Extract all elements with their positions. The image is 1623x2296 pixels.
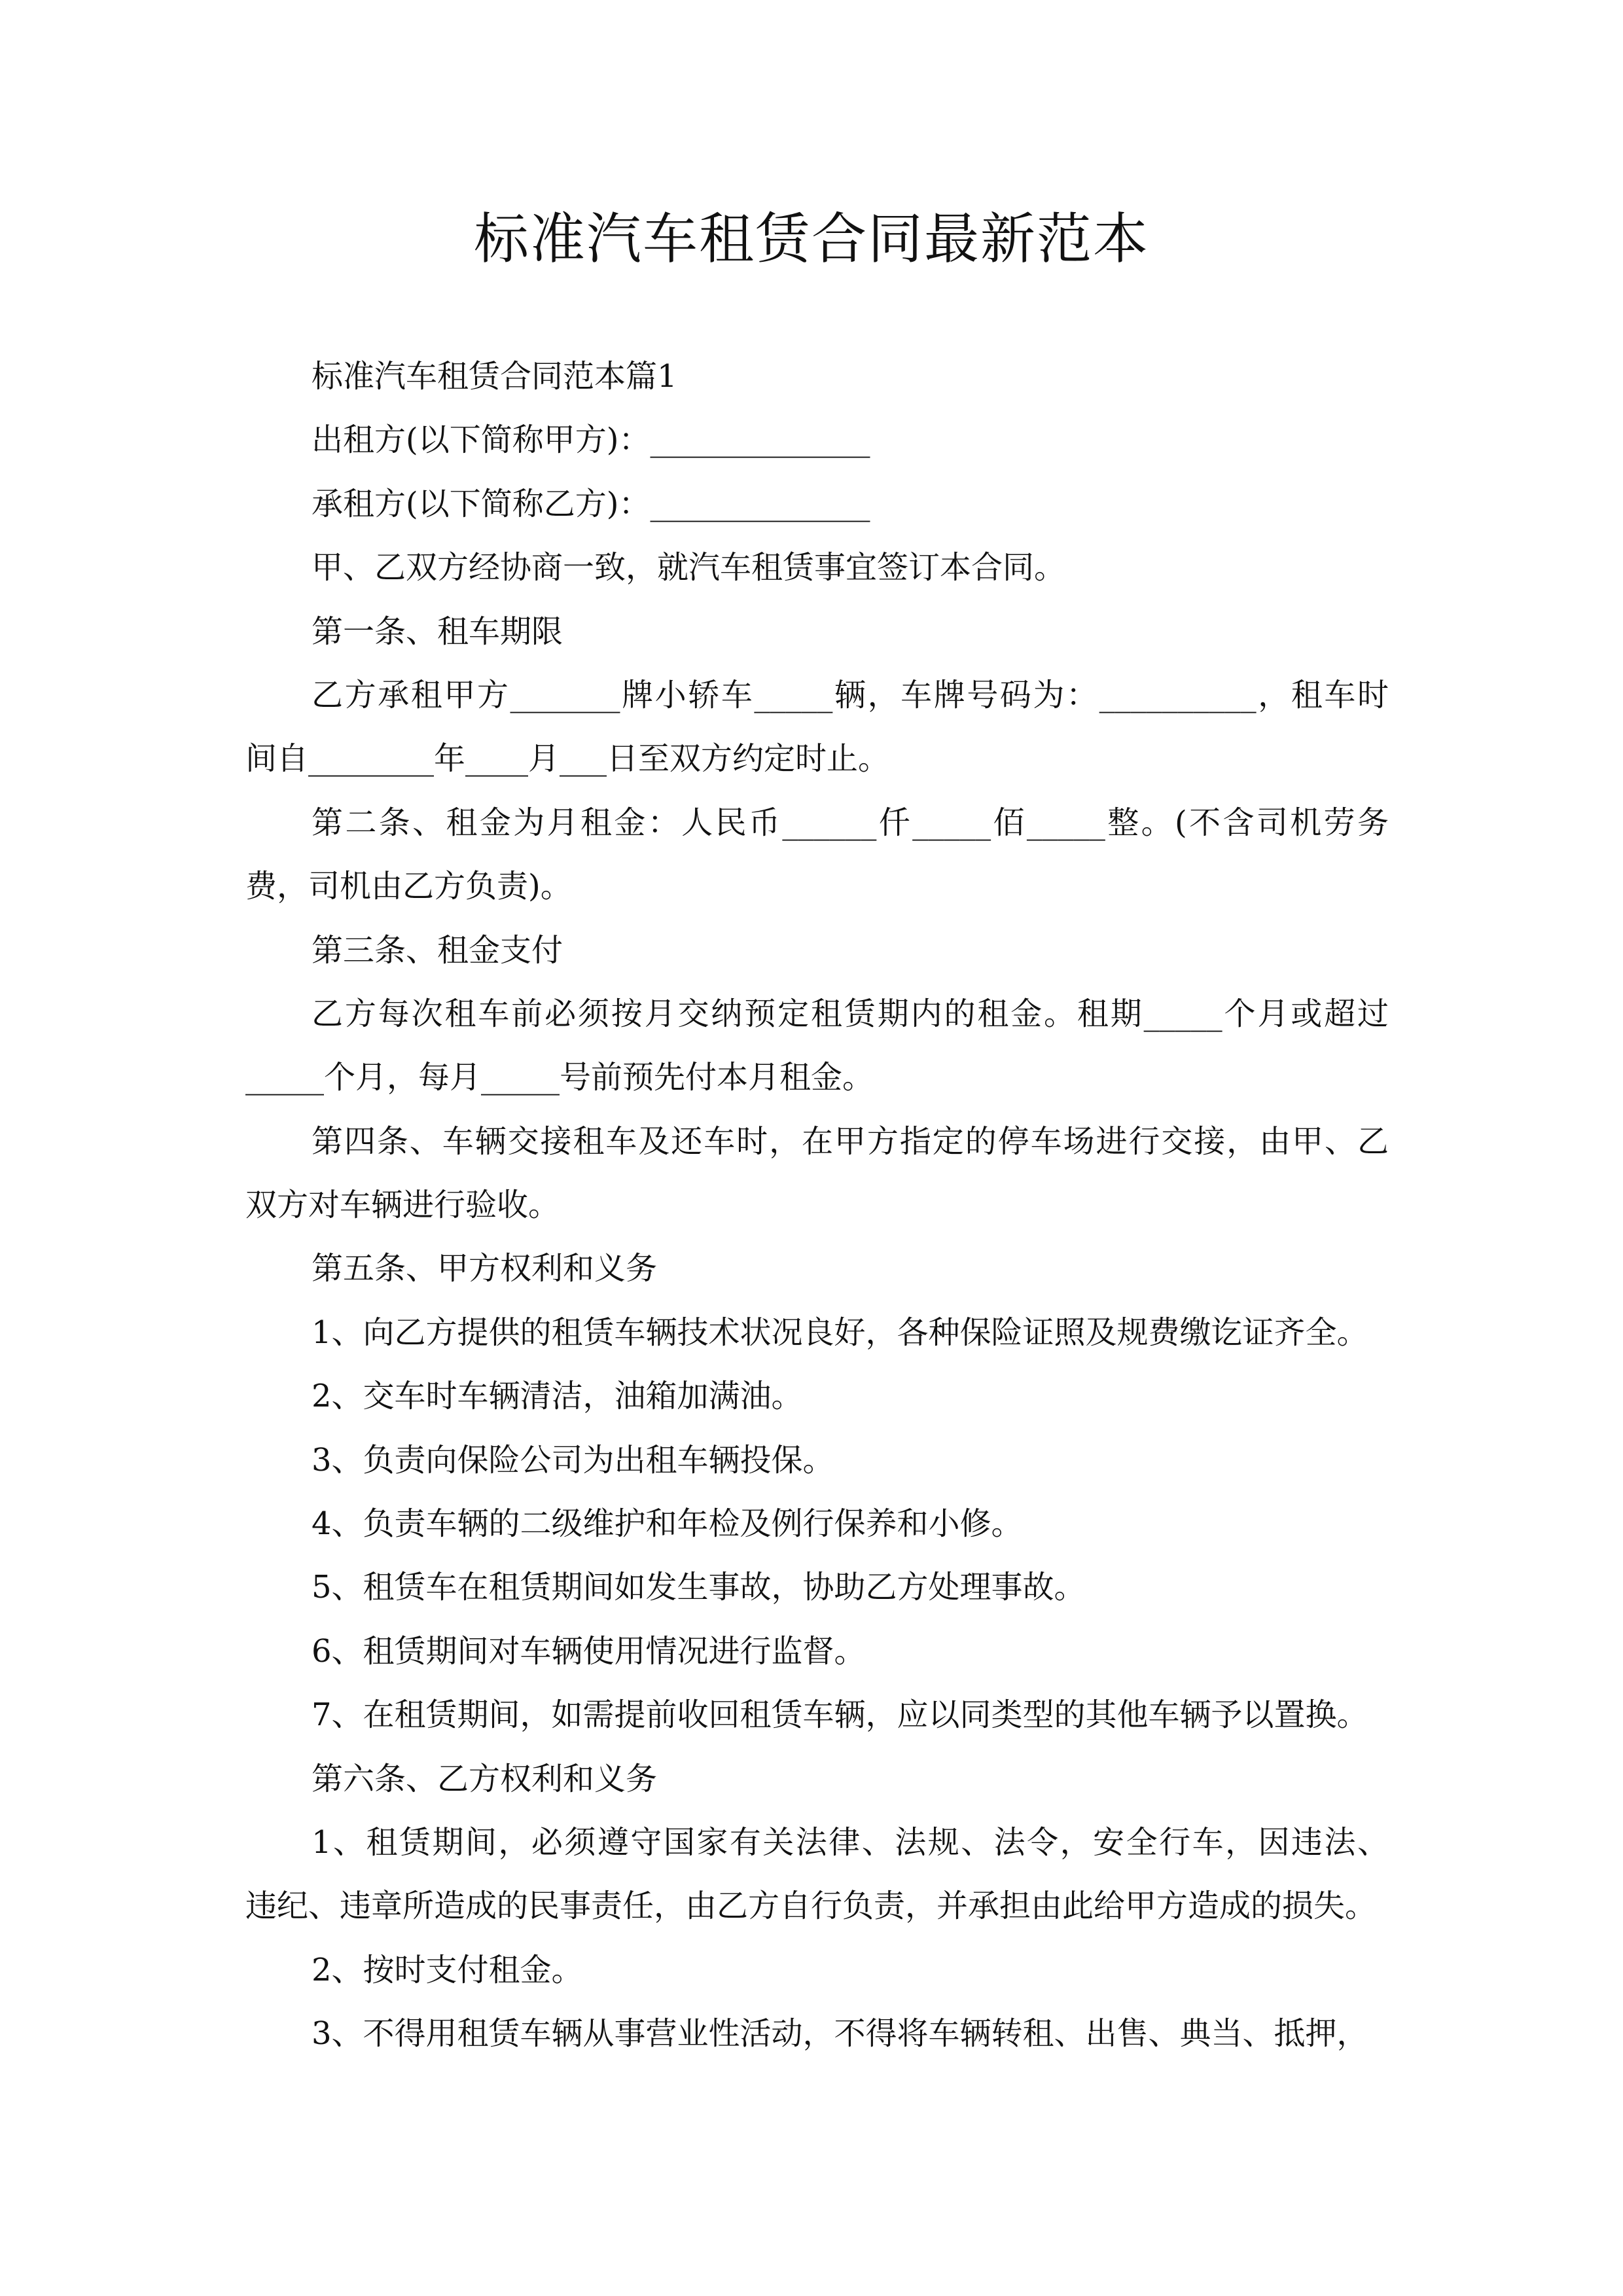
paragraph <box>245 1301 1389 1365</box>
paragraph-line: 3、负责向保险公司为出租车辆投保。 <box>312 1441 834 1479</box>
paragraph-line: 2、按时支付租金。 <box>312 1951 583 1988</box>
paragraph <box>245 664 1389 791</box>
paragraph-line: 第三条、租金支付 <box>312 931 563 969</box>
paragraph <box>245 1620 1389 1683</box>
paragraph-line: _____个月，每月_____号前预先付本月租金。 <box>245 1059 874 1096</box>
paragraph-line: 1、向乙方提供的租赁车辆技术状况良好，各种保险证照及规费缴讫证齐全。 <box>312 1314 1368 1351</box>
paragraph-line: 间自________年____月___日至双方约定时止。 <box>245 740 890 778</box>
paragraph <box>245 1811 1389 1939</box>
paragraph-line: 第五条、甲方权利和义务 <box>312 1250 658 1287</box>
paragraph-line: 标准汽车租赁合同范本篇1 <box>312 358 677 395</box>
paragraph <box>245 1237 1389 1300</box>
paragraph-line: 第六条、乙方权利和义务 <box>312 1760 658 1797</box>
paragraph-line: 甲、乙双方经协商一致，就汽车租赁事宜签订本合同。 <box>312 549 1066 586</box>
paragraph-line: 乙方承租甲方_______牌小轿车_____辆，车牌号码为：__________，租车时 <box>312 676 1389 713</box>
document-body <box>245 345 1389 2066</box>
paragraph <box>245 600 1389 664</box>
paragraph <box>245 919 1389 982</box>
paragraph-line: 费，司机由乙方负责)。 <box>245 868 572 905</box>
paragraph <box>245 982 1389 1110</box>
paragraph-line: 第二条、租金为月租金：人民币______仟_____佰_____整。(不含司机劳务 <box>312 804 1389 841</box>
paragraph-line: 双方对车辆进行验收。 <box>245 1187 560 1224</box>
document-title: 标准汽车租赁合同最新范本 <box>473 207 1149 271</box>
paragraph-line: 7、在租赁期间，如需提前收回租赁车辆，应以同类型的其他车辆予以置换。 <box>312 1696 1368 1734</box>
paragraph <box>245 1365 1389 1428</box>
paragraph <box>245 536 1389 600</box>
paragraph-line: 乙方每次租车前必须按月交纳预定租赁期内的租金。租期_____个月或超过 <box>312 995 1389 1032</box>
paragraph-line: 1、租赁期间，必须遵守国家有关法律、法规、法令，安全行车，因违法、 <box>312 1823 1389 1861</box>
paragraph-line: 4、负责车辆的二级维护和年检及例行保养和小修。 <box>312 1505 1023 1543</box>
paragraph <box>245 1683 1389 1747</box>
paragraph <box>245 345 1389 408</box>
paragraph-line: 3、不得用租赁车辆从事营业性活动，不得将车辆转租、出售、典当、抵押， <box>312 2015 1368 2053</box>
paragraph <box>245 408 1389 472</box>
paragraph <box>245 791 1389 919</box>
paragraph <box>245 1492 1389 1556</box>
paragraph-line: 5、租赁车在租赁期间如发生事故，协助乙方处理事故。 <box>312 1569 1086 1606</box>
paragraph-line: 承租方(以下简称乙方)：______________ <box>312 485 870 522</box>
paragraph-line: 6、租赁期间对车辆使用情况进行监督。 <box>312 1632 866 1670</box>
paragraph-line: 出租方(以下简称甲方)：______________ <box>312 422 870 459</box>
paragraph <box>245 1429 1389 1492</box>
paragraph <box>245 1556 1389 1619</box>
paragraph-line: 第一条、租车期限 <box>312 613 563 650</box>
paragraph-line: 2、交车时车辆清洁，油箱加满油。 <box>312 1378 803 1415</box>
paragraph <box>245 473 1389 536</box>
paragraph-line: 第四条、车辆交接租车及还车时，在甲方指定的停车场进行交接，由甲、乙 <box>312 1122 1389 1160</box>
paragraph <box>245 1748 1389 1811</box>
paragraph-line: 违纪、违章所造成的民事责任，由乙方自行负责，并承担由此给甲方造成的损失。 <box>245 1888 1377 1925</box>
paragraph <box>245 1939 1389 2002</box>
paragraph <box>245 1110 1389 1238</box>
paragraph <box>245 2002 1389 2066</box>
